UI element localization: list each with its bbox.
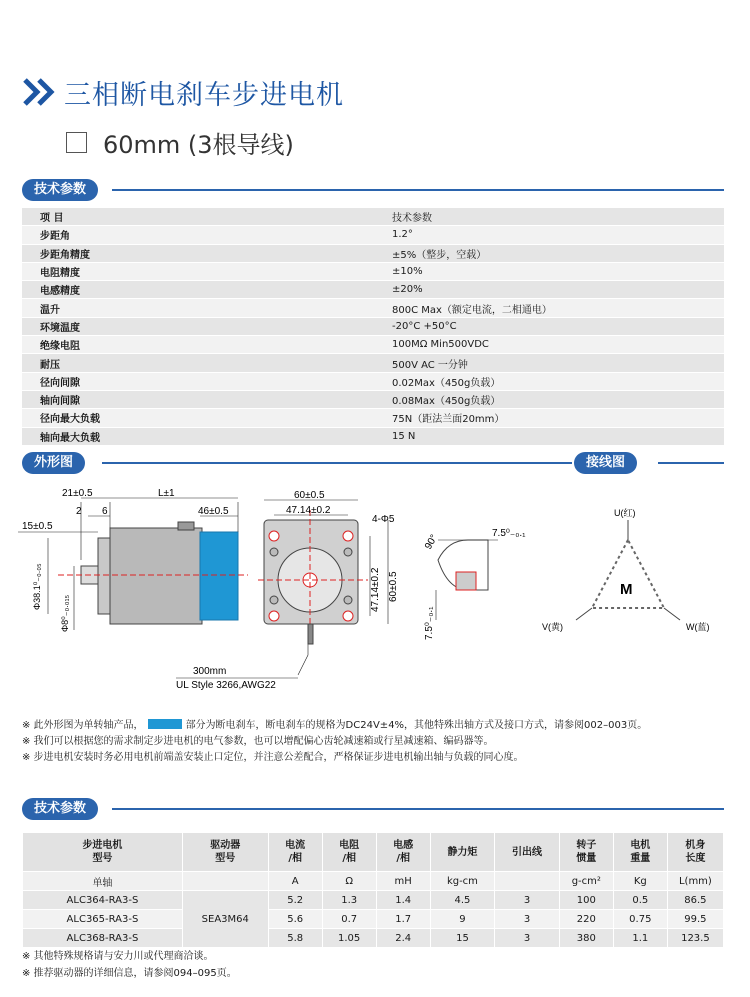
column-header: 驱动器 型号 <box>182 833 268 872</box>
unit-cell: g-cm² <box>559 872 613 891</box>
label-u: U(红) <box>614 508 636 518</box>
value-cell: 0.75 <box>613 910 667 929</box>
dim-4714-top: 47.14±0.2 <box>286 505 331 516</box>
value-cell: 220 <box>559 910 613 929</box>
spec-item: 轴向最大负载 <box>22 427 374 445</box>
unit-cell: A <box>268 872 322 891</box>
value-cell: 99.5 <box>667 910 723 929</box>
value-cell: 5.2 <box>268 891 322 910</box>
note-3: ※ 步进电机安装时务必用电机前端盖安装止口定位，并注意公差配合，严格保证步进电机输出轴与负载的同心度。 <box>22 752 524 763</box>
front-view <box>258 490 399 644</box>
wiring-heading: 接线图 <box>574 452 637 474</box>
value-cell: 15 <box>430 929 495 948</box>
note-2: ※ 我们可以根据您的需求制定步进电机的电气参数，也可以增配偏心齿轮减速箱或行星减速箱、编码器等。 <box>22 736 494 747</box>
cable-length: 300mm <box>193 666 227 677</box>
value-cell: 0.7 <box>322 910 376 929</box>
value-cell: 100 <box>559 891 613 910</box>
dim-21: 21±0.5 <box>62 488 93 499</box>
dim-60-side: 60±0.5 <box>388 571 399 602</box>
divider <box>658 462 724 464</box>
driver-cell: SEA3M64 <box>182 891 268 948</box>
cable-spec: UL Style 3266,AWG22 <box>176 680 276 691</box>
dim-46: 46±0.5 <box>198 506 229 517</box>
spec-row <box>22 336 724 354</box>
value-cell: 2.4 <box>376 929 430 948</box>
dim-2: 2 <box>76 506 82 517</box>
product-heading: 技术参数 <box>22 798 98 820</box>
notes <box>22 718 732 766</box>
spec-item: 电阻精度 <box>22 262 374 280</box>
spec-row <box>22 208 724 226</box>
spec-item: 环境温度 <box>22 317 374 335</box>
spec-value: ±5%（整步，空载） <box>374 244 724 262</box>
page-header <box>22 72 344 112</box>
spec-value: 100MΩ Min500VDC <box>374 336 724 354</box>
model-cell: ALC364-RA3-S <box>23 891 183 910</box>
divider <box>112 808 724 810</box>
unit-cell: kg-cm <box>430 872 495 891</box>
value-cell: 5.8 <box>268 929 322 948</box>
label-v: V(黄) <box>542 622 563 632</box>
spec-value: 500V AC 一分钟 <box>374 354 724 372</box>
page-title: 三相断电刹车步进电机 <box>64 79 344 111</box>
value-cell: 3 <box>495 929 560 948</box>
spec-value: 15 N <box>374 427 724 445</box>
unit-cell <box>495 872 560 891</box>
model-cell: ALC368-RA3-S <box>23 929 183 948</box>
spec-item: 径向间隙 <box>22 372 374 390</box>
spec-item: 耐压 <box>22 354 374 372</box>
unit-cell: 单轴 <box>23 872 183 891</box>
dim-7-5-side: 7.5⁰₋₀.₁ <box>424 606 435 640</box>
spec-item: 电感精度 <box>22 281 374 299</box>
unit-row <box>23 872 724 891</box>
note-1: ※ 此外形图为单转轴产品， 部分为断电刹车，断电刹车的规格为DC24V±4%，其他特殊出轴方式及接口方式，请参阅002–003页。 <box>22 720 648 731</box>
unit-cell: Kg <box>613 872 667 891</box>
column-header: 引出线 <box>495 833 560 872</box>
value-cell: 1.05 <box>322 929 376 948</box>
column-header: 步进电机 型号 <box>23 833 183 872</box>
outline-section-header <box>22 451 572 473</box>
spec-row <box>22 409 724 427</box>
spec-value: 0.08Max（450g负载） <box>374 390 724 408</box>
footer <box>22 948 237 982</box>
spec-value: ±10% <box>374 262 724 280</box>
dim-phi38: Φ38.1⁰₋₀.₀₅ <box>32 563 42 610</box>
spec-value: ±20% <box>374 281 724 299</box>
spec-value: 技术参数 <box>374 208 724 226</box>
spec-value: 1.2° <box>374 226 724 244</box>
product-section-header <box>22 797 724 819</box>
subtitle-text: 60mm (3根导线) <box>103 131 294 159</box>
value-cell: 1.4 <box>376 891 430 910</box>
spec-row <box>22 226 724 244</box>
value-cell: 0.5 <box>613 891 667 910</box>
spec-value: -20°C +50°C <box>374 317 724 335</box>
value-cell: 86.5 <box>667 891 723 910</box>
dim-4phi5: 4-Φ5 <box>372 514 395 525</box>
spec-row <box>22 299 724 317</box>
column-header: 静力矩 <box>430 833 495 872</box>
subtitle <box>66 125 294 160</box>
value-cell: 1.1 <box>613 929 667 948</box>
dim-6: 6 <box>102 506 108 517</box>
value-cell: 3 <box>495 891 560 910</box>
table-row <box>23 891 724 910</box>
dim-15: 15±0.5 <box>22 521 53 532</box>
checkbox-square-icon <box>66 132 87 153</box>
unit-cell: mH <box>376 872 430 891</box>
value-cell: 9 <box>430 910 495 929</box>
outline-heading: 外形图 <box>22 452 85 474</box>
spec-row <box>22 390 724 408</box>
spec-row <box>22 317 724 335</box>
spec-item: 温升 <box>22 299 374 317</box>
spec-row <box>22 354 724 372</box>
spec-item: 步距角 <box>22 226 374 244</box>
spec-value: 0.02Max（450g负载） <box>374 372 724 390</box>
column-header: 机身 长度 <box>667 833 723 872</box>
value-cell: 4.5 <box>430 891 495 910</box>
spec-heading: 技术参数 <box>22 179 98 201</box>
shaft-detail <box>423 528 526 640</box>
dim-L: L±1 <box>158 488 175 499</box>
dim-4714-side: 47.14±0.2 <box>370 567 381 612</box>
spec-value: 800C Max（额定电流，二相通电） <box>374 299 724 317</box>
spec-table <box>22 208 724 446</box>
unit-cell <box>182 872 268 891</box>
table-row <box>23 910 724 929</box>
footer-note-1: ※ 其他特殊规格请与安力川或代理商洽谈。 <box>22 951 214 962</box>
spec-row <box>22 372 724 390</box>
product-header-row <box>23 833 724 872</box>
label-w: W(蓝) <box>686 622 710 632</box>
spec-row <box>22 262 724 280</box>
spec-item: 轴向间隙 <box>22 390 374 408</box>
unit-cell: Ω <box>322 872 376 891</box>
column-header: 电机 重量 <box>613 833 667 872</box>
column-header: 电流 /相 <box>268 833 322 872</box>
column-header: 电阻 /相 <box>322 833 376 872</box>
value-cell: 1.7 <box>376 910 430 929</box>
spec-item: 绝缘电阻 <box>22 336 374 354</box>
column-header: 电感 /相 <box>376 833 430 872</box>
unit-cell: L(mm) <box>667 872 723 891</box>
spec-item: 步距角精度 <box>22 244 374 262</box>
dim-90deg: 90° <box>423 532 441 552</box>
footer-note-2: ※ 推荐驱动器的详细信息，请参阅094–095页。 <box>22 968 237 979</box>
spec-row <box>22 427 724 445</box>
spec-row <box>22 244 724 262</box>
dim-phi8: Φ8⁰₋₀.₀₁₅ <box>60 594 70 632</box>
spec-item: 径向最大负载 <box>22 409 374 427</box>
product-table <box>22 832 724 948</box>
spec-item: 项 目 <box>22 208 374 226</box>
model-cell: ALC365-RA3-S <box>23 910 183 929</box>
wiring-diagram <box>540 500 720 640</box>
value-cell: 3 <box>495 910 560 929</box>
outline-drawing <box>18 480 578 700</box>
table-row <box>23 929 724 948</box>
brake-color-swatch <box>148 719 182 729</box>
value-cell: 1.3 <box>322 891 376 910</box>
dim-60-top: 60±0.5 <box>294 490 325 501</box>
wiring-section-header <box>574 451 724 473</box>
value-cell: 380 <box>559 929 613 948</box>
divider <box>102 462 572 464</box>
spec-value: 75N（距法兰面20mm） <box>374 409 724 427</box>
double-chevron-icon <box>22 77 58 107</box>
spec-section-header <box>22 178 724 200</box>
value-cell: 5.6 <box>268 910 322 929</box>
motor-label: M <box>620 581 633 598</box>
spec-row <box>22 281 724 299</box>
column-header: 转子 惯量 <box>559 833 613 872</box>
divider <box>112 189 724 191</box>
value-cell: 123.5 <box>667 929 723 948</box>
dim-7-5-top: 7.5⁰₋₀.₁ <box>492 528 526 539</box>
